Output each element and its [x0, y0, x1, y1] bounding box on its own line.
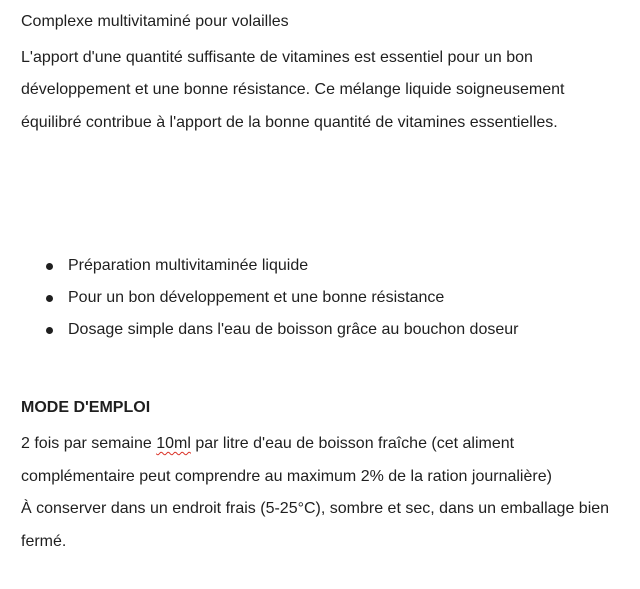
list-item	[21, 282, 518, 314]
bullet-icon	[46, 327, 53, 334]
dose-value: 10ml	[156, 435, 191, 452]
list-item	[21, 314, 518, 346]
bullet-icon	[46, 263, 53, 270]
usage-heading: MODE D'EMPLOI	[21, 399, 151, 416]
feature-text: Dosage simple dans l'eau de boisson grâce au bouchon doseur	[68, 321, 519, 338]
usage-paragraph	[21, 428, 631, 559]
feature-text: Préparation multivitaminée liquide	[68, 257, 309, 274]
usage-prefix: 2 fois par semaine	[21, 435, 157, 452]
usage-rest: par litre d'eau de boisson fraîche (cet aliment complémentaire peut comprendre au maximum 2% de la ration journalière)	[21, 435, 552, 485]
list-item	[21, 250, 518, 282]
intro-paragraph: L'apport d'une quantité suffisante de vitamines est essentiel pour un bon développement et une bonne résistance. Ce mélange liquide soigneusement équilibré contribue à l'apport de la bonne quantité de vitamines essentielles.	[21, 49, 565, 131]
storage-text: À conserver dans un endroit frais (5-25°C), sombre et sec, dans un emballage bien fermé.	[21, 500, 610, 551]
product-title: Complexe multivitaminé pour volailles	[21, 13, 289, 30]
bullet-icon	[46, 295, 53, 302]
feature-list	[21, 250, 518, 346]
feature-text: Pour un bon développement et une bonne résistance	[68, 289, 445, 306]
